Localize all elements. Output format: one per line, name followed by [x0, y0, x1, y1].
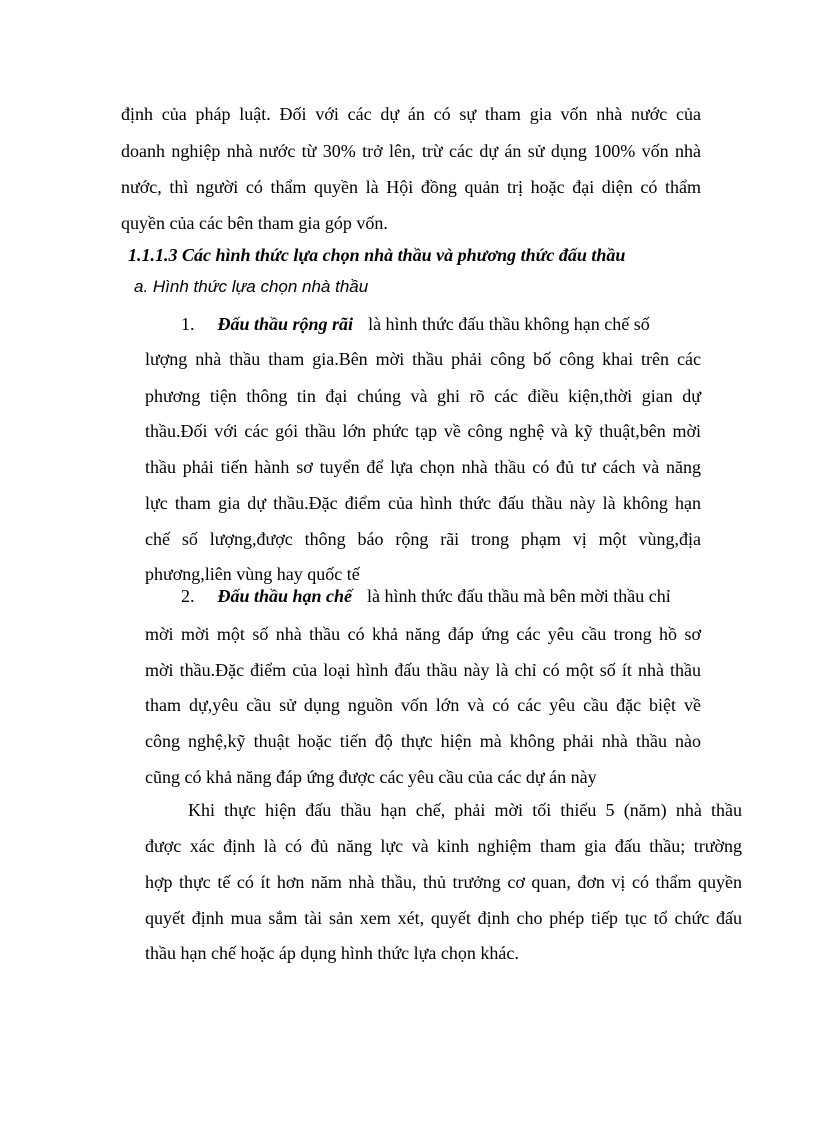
list-item-1-line-3: phương tiện thông tin đại chúng và ghi rõ các điều kiện,thời gian dự: [145, 386, 701, 406]
list-item-2-first-line-text: là hình thức đấu thầu mà bên mời thầu chỉ: [367, 586, 671, 606]
list-item-2-line-5: công nghệ,kỹ thuật hoặc tiến độ thực hiện mà không phải nhà thầu nào: [145, 731, 701, 751]
list-item-2-number: 2.: [181, 586, 195, 606]
closing-line-3: hợp thực tế có ít hơn năm nhà thầu, thủ trưởng cơ quan, đơn vị có thẩm quyền: [145, 872, 742, 892]
subsection-heading: a. Hình thức lựa chọn nhà thầu: [134, 277, 369, 296]
list-item-2-first-line: [181, 585, 701, 607]
intro-line-2: doanh nghiệp nhà nước từ 30% trở lên, trừ các dự án sử dụng 100% vốn nhà: [121, 141, 701, 161]
intro-line-3: nước, thì người có thẩm quyền là Hội đồng quản trị hoặc đại diện có thẩm: [121, 177, 701, 197]
list-item-2-line-3: mời thầu.Đặc điểm của loại hình đấu thầu này là chỉ có một số ít nhà thầu: [145, 660, 701, 680]
list-item-2-line-2: mời mời một số nhà thầu có khả năng đáp ứng các yêu cầu trong hồ sơ: [145, 624, 701, 644]
list-item-1-term: Đấu thầu rộng rãi: [217, 314, 354, 334]
intro-line-4: quyền của các bên tham gia góp vốn.: [121, 213, 388, 233]
list-item-1-number: 1.: [181, 314, 195, 334]
closing-line-4: quyết định mua sắm tài sản xem xét, quyết định cho phép tiếp tục tổ chức đấu: [145, 908, 742, 928]
list-item-1-line-8: phương,liên vùng hay quốc tế: [145, 564, 360, 584]
closing-line-1: Khi thực hiện đấu thầu hạn chế, phải mời tối thiểu 5 (năm) nhà thầu: [188, 800, 742, 820]
list-item-2-term: Đấu thầu hạn chế: [217, 586, 353, 606]
closing-line-5: thầu hạn chế hoặc áp dụng hình thức lựa chọn khác.: [145, 943, 519, 963]
list-item-1-line-6: lực tham gia dự thầu.Đặc điểm của hình thức đấu thầu này là không hạn: [145, 493, 701, 513]
list-item-2-line-4: tham dự,yêu cầu sử dụng nguồn vốn lớn và có các yêu cầu đặc biệt về: [145, 695, 701, 715]
list-item-1-first-line-text: là hình thức đấu thầu không hạn chế số: [368, 314, 650, 334]
list-item-2-line-6: cũng có khả năng đáp ứng được các yêu cầu của các dự án này: [145, 767, 597, 787]
list-item-1-line-2: lượng nhà thầu tham gia.Bên mời thầu phải công bố công khai trên các: [145, 349, 701, 369]
intro-line-1: định của pháp luật. Đối với các dự án có sự tham gia vốn nhà nước của: [121, 104, 701, 124]
closing-line-2: được xác định là có đủ năng lực và kinh nghiệm tham gia đấu thầu; trường: [145, 836, 742, 856]
section-heading: 1.1.1.3 Các hình thức lựa chọn nhà thầu và phương thức đấu thầu: [128, 245, 626, 265]
list-item-1-first-line: [181, 313, 701, 335]
list-item-1-line-5: thầu phải tiến hành sơ tuyển để lựa chọn nhà thầu có đủ tư cách và năng: [145, 457, 701, 477]
list-item-1-line-7: chế số lượng,được thông báo rộng rãi trong phạm vị một vùng,địa: [145, 529, 701, 549]
list-item-1-line-4: thầu.Đối với các gói thầu lớn phức tạp về công nghệ và kỹ thuật,bên mời: [145, 421, 701, 441]
